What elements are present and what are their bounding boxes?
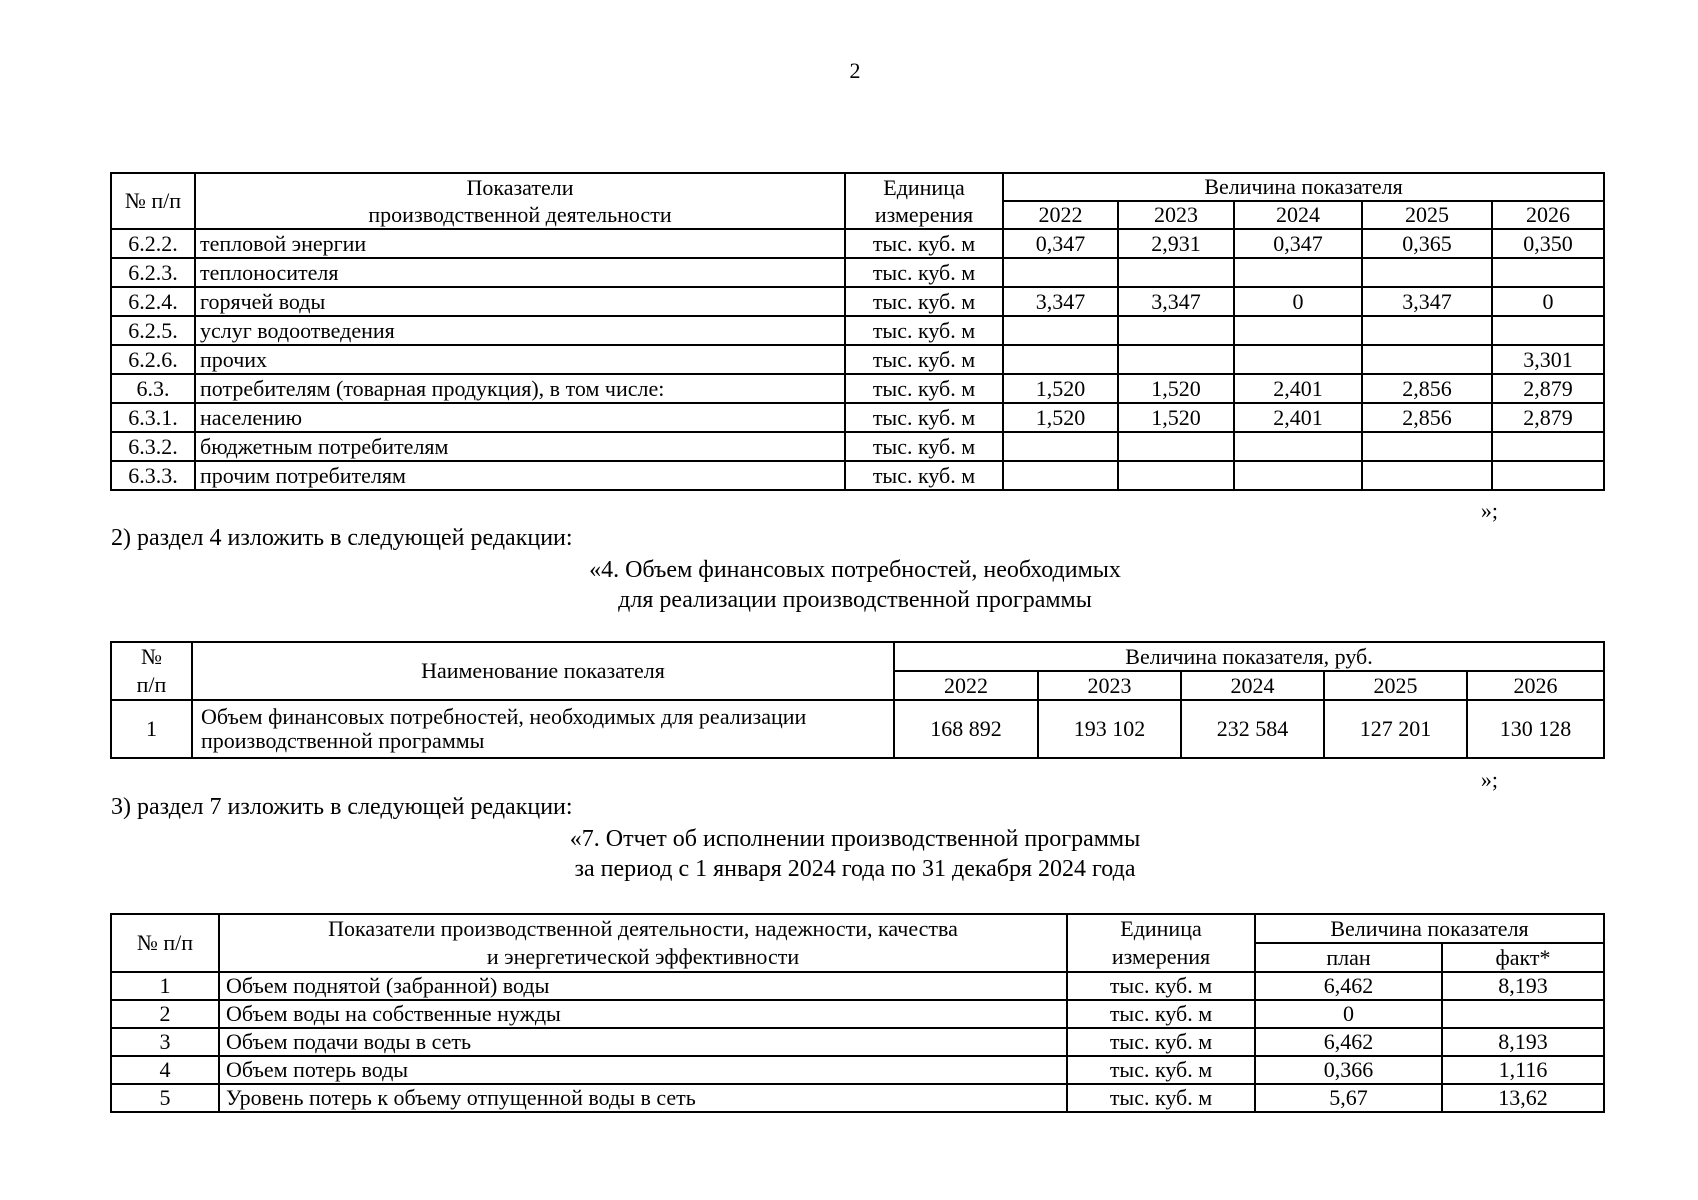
table-row xyxy=(111,972,1604,1000)
row-num: 5 xyxy=(111,1084,219,1112)
column-header-value: Величина показателя xyxy=(1003,173,1604,201)
section2-heading-line2: для реализации производственной программы xyxy=(618,587,1092,613)
row-value: 0 xyxy=(1234,287,1362,316)
row-value: 0 xyxy=(1492,287,1604,316)
row-value: 3,347 xyxy=(1003,287,1118,316)
table-row xyxy=(111,1084,1604,1112)
column-header-value: Величина показателя, руб. xyxy=(894,642,1604,671)
row-unit: тыс. куб. м xyxy=(845,316,1003,345)
row-num: 6.2.6. xyxy=(111,345,195,374)
row-name: тепловой энергии xyxy=(195,229,845,258)
row-value xyxy=(1362,461,1492,490)
row-value: 3,347 xyxy=(1118,287,1234,316)
table-row xyxy=(111,345,1604,374)
row-value: 2,401 xyxy=(1234,403,1362,432)
row-value: 2,879 xyxy=(1492,403,1604,432)
row-value xyxy=(1003,316,1118,345)
section3-heading-line1: «7. Отчет об исполнении производственной программы xyxy=(569,826,1141,852)
table1-closing-quote: »; xyxy=(1480,498,1498,523)
program-report-table xyxy=(110,913,1605,1113)
row-plan: 0 xyxy=(1255,1000,1442,1028)
table-row xyxy=(111,287,1604,316)
row-value xyxy=(1492,258,1604,287)
row-value xyxy=(1492,432,1604,461)
row-value xyxy=(1118,316,1234,345)
row-unit: тыс. куб. м xyxy=(1067,1000,1255,1028)
row-num: 6.2.3. xyxy=(111,258,195,287)
row-value: 127 201 xyxy=(1324,700,1467,758)
table-row xyxy=(111,374,1604,403)
row-unit: тыс. куб. м xyxy=(845,258,1003,287)
row-plan: 5,67 xyxy=(1255,1084,1442,1112)
column-header-unit: Единица xyxy=(1067,914,1255,943)
row-value: 168 892 xyxy=(894,700,1038,758)
year-header: 2024 xyxy=(1181,671,1324,700)
row-unit: тыс. куб. м xyxy=(1067,972,1255,1000)
row-unit: тыс. куб. м xyxy=(845,229,1003,258)
row-unit: тыс. куб. м xyxy=(845,432,1003,461)
table2-closing-quote: »; xyxy=(1480,767,1498,792)
column-header-unit-line2: измерения xyxy=(845,201,1003,229)
row-value: 193 102 xyxy=(1038,700,1181,758)
section3-intro: 3) раздел 7 изложить в следующей редакции: xyxy=(111,794,573,820)
row-unit: тыс. куб. м xyxy=(845,403,1003,432)
row-num: 2 xyxy=(111,1000,219,1028)
row-name: Объем подачи воды в сеть xyxy=(219,1028,1067,1056)
table-row xyxy=(111,1056,1604,1084)
row-value xyxy=(1234,461,1362,490)
row-value xyxy=(1362,316,1492,345)
row-value: 0,350 xyxy=(1492,229,1604,258)
column-header-unit-line2: измерения xyxy=(1067,943,1255,972)
column-header-indicator: Показатели производственной деятельности, надежности, качества xyxy=(219,914,1067,943)
row-unit: тыс. куб. м xyxy=(845,374,1003,403)
production-indicators-table xyxy=(110,172,1605,491)
row-value: 2,401 xyxy=(1234,374,1362,403)
row-value: 0,365 xyxy=(1362,229,1492,258)
table-row xyxy=(111,316,1604,345)
year-header: 2023 xyxy=(1038,671,1181,700)
column-header-num: № п/п xyxy=(111,173,195,229)
row-name: Объем поднятой (забранной) воды xyxy=(219,972,1067,1000)
column-header-indicator-line2: производственной деятельности xyxy=(195,201,845,229)
section3-heading-line2: за период с 1 января 2024 года по 31 декабря 2024 года xyxy=(574,856,1136,882)
row-name: Объем воды на собственные нужды xyxy=(219,1000,1067,1028)
column-header-unit: Единица xyxy=(845,173,1003,201)
row-value xyxy=(1003,345,1118,374)
year-header: 2022 xyxy=(894,671,1038,700)
row-value xyxy=(1003,461,1118,490)
row-num: 6.3.2. xyxy=(111,432,195,461)
row-name: потребителям (товарная продукция), в том числе: xyxy=(195,374,845,403)
table-row xyxy=(111,432,1604,461)
row-value: 1,520 xyxy=(1118,403,1234,432)
row-name: Уровень потерь к объему отпущенной воды в сеть xyxy=(219,1084,1067,1112)
year-header: 2023 xyxy=(1118,201,1234,229)
row-value: 2,931 xyxy=(1118,229,1234,258)
row-value xyxy=(1234,432,1362,461)
row-name: услуг водоотведения xyxy=(195,316,845,345)
row-value xyxy=(1118,345,1234,374)
page-number: 2 xyxy=(849,58,861,83)
row-value xyxy=(1362,345,1492,374)
row-value: 0,347 xyxy=(1234,229,1362,258)
row-num: 6.2.5. xyxy=(111,316,195,345)
row-value: 1,520 xyxy=(1003,374,1118,403)
section2-heading-line1: «4. Объем финансовых потребностей, необходимых xyxy=(589,557,1121,583)
row-name: Объем потерь воды xyxy=(219,1056,1067,1084)
financial-needs-table xyxy=(110,641,1605,759)
table-row xyxy=(111,700,1604,758)
column-header-plan: план xyxy=(1255,943,1442,972)
table-row xyxy=(111,258,1604,287)
row-name: теплоносителя xyxy=(195,258,845,287)
row-name: прочих xyxy=(195,345,845,374)
row-value xyxy=(1362,258,1492,287)
row-num: 4 xyxy=(111,1056,219,1084)
row-unit: тыс. куб. м xyxy=(1067,1084,1255,1112)
year-header: 2026 xyxy=(1492,201,1604,229)
column-header-indicator: Показатели xyxy=(195,173,845,201)
row-value: 3,347 xyxy=(1362,287,1492,316)
row-name: прочим потребителям xyxy=(195,461,845,490)
row-num: 1 xyxy=(111,972,219,1000)
row-name: Объем финансовых потребностей, необходимых для реализации производственной программы xyxy=(192,700,894,758)
row-num: 1 xyxy=(111,700,192,758)
row-value xyxy=(1362,432,1492,461)
row-num: 6.2.4. xyxy=(111,287,195,316)
row-value xyxy=(1234,316,1362,345)
table-row xyxy=(111,403,1604,432)
column-header-num-line1: № xyxy=(141,644,162,669)
row-name: бюджетным потребителям xyxy=(195,432,845,461)
row-plan: 0,366 xyxy=(1255,1056,1442,1084)
row-value xyxy=(1234,345,1362,374)
year-header: 2022 xyxy=(1003,201,1118,229)
row-num: 6.2.2. xyxy=(111,229,195,258)
table-row xyxy=(111,1028,1604,1056)
row-value xyxy=(1118,432,1234,461)
row-name: населению xyxy=(195,403,845,432)
row-unit: тыс. куб. м xyxy=(1067,1056,1255,1084)
row-value: 1,520 xyxy=(1003,403,1118,432)
row-num: 6.3.1. xyxy=(111,403,195,432)
column-header-num xyxy=(111,642,192,700)
row-num: 6.3. xyxy=(111,374,195,403)
row-unit: тыс. куб. м xyxy=(845,461,1003,490)
row-value xyxy=(1118,461,1234,490)
row-plan: 6,462 xyxy=(1255,1028,1442,1056)
row-value: 1,520 xyxy=(1118,374,1234,403)
row-value xyxy=(1003,258,1118,287)
row-value xyxy=(1003,432,1118,461)
row-value xyxy=(1492,316,1604,345)
row-fact: 13,62 xyxy=(1442,1084,1604,1112)
row-unit: тыс. куб. м xyxy=(845,287,1003,316)
table-row xyxy=(111,461,1604,490)
row-num: 6.3.3. xyxy=(111,461,195,490)
column-header-num-line2: п/п xyxy=(136,672,167,697)
table-row xyxy=(111,1000,1604,1028)
row-value: 2,856 xyxy=(1362,403,1492,432)
column-header-name: Наименование показателя xyxy=(192,642,894,700)
year-header: 2026 xyxy=(1467,671,1604,700)
row-value: 232 584 xyxy=(1181,700,1324,758)
row-unit: тыс. куб. м xyxy=(845,345,1003,374)
row-num: 3 xyxy=(111,1028,219,1056)
table-row xyxy=(111,229,1604,258)
row-value xyxy=(1492,461,1604,490)
row-value xyxy=(1118,258,1234,287)
year-header: 2025 xyxy=(1362,201,1492,229)
row-fact: 1,116 xyxy=(1442,1056,1604,1084)
year-header: 2025 xyxy=(1324,671,1467,700)
column-header-value: Величина показателя xyxy=(1255,914,1604,943)
row-fact: 8,193 xyxy=(1442,1028,1604,1056)
section2-intro: 2) раздел 4 изложить в следующей редакции: xyxy=(111,525,573,551)
row-name: горячей воды xyxy=(195,287,845,316)
column-header-num: № п/п xyxy=(111,914,219,972)
column-header-fact: факт* xyxy=(1442,943,1604,972)
row-fact xyxy=(1442,1000,1604,1028)
row-value xyxy=(1234,258,1362,287)
row-fact: 8,193 xyxy=(1442,972,1604,1000)
row-value: 2,879 xyxy=(1492,374,1604,403)
row-unit: тыс. куб. м xyxy=(1067,1028,1255,1056)
row-value: 3,301 xyxy=(1492,345,1604,374)
year-header: 2024 xyxy=(1234,201,1362,229)
row-value: 130 128 xyxy=(1467,700,1604,758)
row-value: 2,856 xyxy=(1362,374,1492,403)
row-value: 0,347 xyxy=(1003,229,1118,258)
column-header-indicator-line2: и энергетической эффективности xyxy=(219,943,1067,972)
row-plan: 6,462 xyxy=(1255,972,1442,1000)
